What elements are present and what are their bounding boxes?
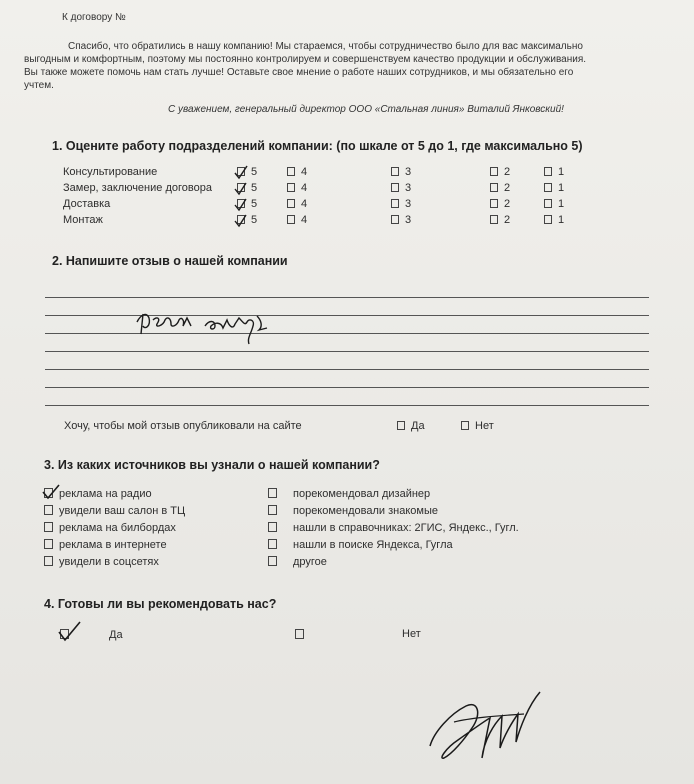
q4-pen-checkmark [56,620,82,644]
source-option[interactable]: реклама на радио [44,488,152,500]
intro-line-4: учтем. [24,80,54,91]
q1-option-3[interactable]: 3 [391,198,411,210]
publish-yes-option[interactable]: Да [397,420,425,432]
q1-option-5[interactable]: 5 [237,166,257,178]
q2-title: 2. Напишите отзыв о нашей компании [52,254,288,268]
q1-row-label: Замер, заключение договора [63,182,212,194]
contract-label: К договору № [62,12,126,23]
q1-option-4[interactable]: 4 [287,198,307,210]
source-option[interactable]: другое [268,556,327,568]
q1-option-5[interactable]: 5 [237,198,257,210]
q1-option-3[interactable]: 3 [391,182,411,194]
q1-row-label: Консультирование [63,166,158,178]
review-line [45,369,649,370]
q1-option-1[interactable]: 1 [544,198,564,210]
q1-option-2[interactable]: 2 [490,214,510,226]
intro-line-3: Вы также можете помочь нам стать лучше! Оставьте свое мнение о работе наших сотрудников, и мы обязательно его [24,67,574,78]
handwritten-review [135,308,275,348]
source-option[interactable]: порекомендовал дизайнер [268,488,430,500]
recommend-yes-option[interactable]: Да [60,629,123,641]
review-line [45,387,649,388]
q4-title: 4. Готовы ли вы рекомендовать нас? [44,597,277,611]
recommend-no-checkbox[interactable] [295,629,310,641]
review-line [45,297,649,298]
intro-line-1: Спасибо, что обратились в нашу компанию! Мы стараемся, чтобы сотрудничество было для вас максимально [68,41,583,52]
q1-option-1[interactable]: 1 [544,166,564,178]
source-option[interactable]: порекомендовали знакомые [268,505,438,517]
source-option[interactable]: реклама на билбордах [44,522,176,534]
review-line [45,351,649,352]
source-option[interactable]: увидели ваш салон в ТЦ [44,505,185,517]
publish-prompt: Хочу, чтобы мой отзыв опубликовали на сайте [64,420,302,432]
q1-option-3[interactable]: 3 [391,214,411,226]
q1-option-3[interactable]: 3 [391,166,411,178]
q1-option-4[interactable]: 4 [287,214,307,226]
director-signature-text: С уважением, генеральный директор ООО «Стальная линия» Виталий Янковский! [168,104,564,115]
q1-title: 1. Оцените работу подразделений компании: (по шкале от 5 до 1, где максимально 5) [52,139,583,153]
source-option[interactable]: нашли в справочниках: 2ГИС, Яндекс., Гугл. [268,522,519,534]
q1-pen-checkmarks [232,164,252,234]
q1-option-5[interactable]: 5 [237,214,257,226]
intro-text [24,40,682,92]
source-option[interactable]: увидели в соцсетях [44,556,159,568]
source-option[interactable]: реклама в интернете [44,539,167,551]
intro-line-2: выгодным и комфортным, поэтому мы постоянно контролируем и совершенствуем качество продукции и обслуживания. [24,54,587,65]
q1-option-2[interactable]: 2 [490,198,510,210]
source-option[interactable]: нашли в поиске Яндекса, Гугла [268,539,453,551]
q1-option-4[interactable]: 4 [287,182,307,194]
q3-pen-checkmark [41,484,61,502]
publish-no-option[interactable]: Нет [461,420,494,432]
q1-option-2[interactable]: 2 [490,166,510,178]
q1-option-5[interactable]: 5 [237,182,257,194]
handwritten-signature [424,688,554,768]
review-line [45,405,649,406]
q1-row-label: Доставка [63,198,111,210]
q1-option-1[interactable]: 1 [544,182,564,194]
q1-option-1[interactable]: 1 [544,214,564,226]
q1-option-4[interactable]: 4 [287,166,307,178]
q3-title: 3. Из каких источников вы узнали о нашей компании? [44,458,380,472]
q1-option-2[interactable]: 2 [490,182,510,194]
q1-row-label: Монтаж [63,214,103,226]
recommend-no-label: Нет [402,628,421,640]
